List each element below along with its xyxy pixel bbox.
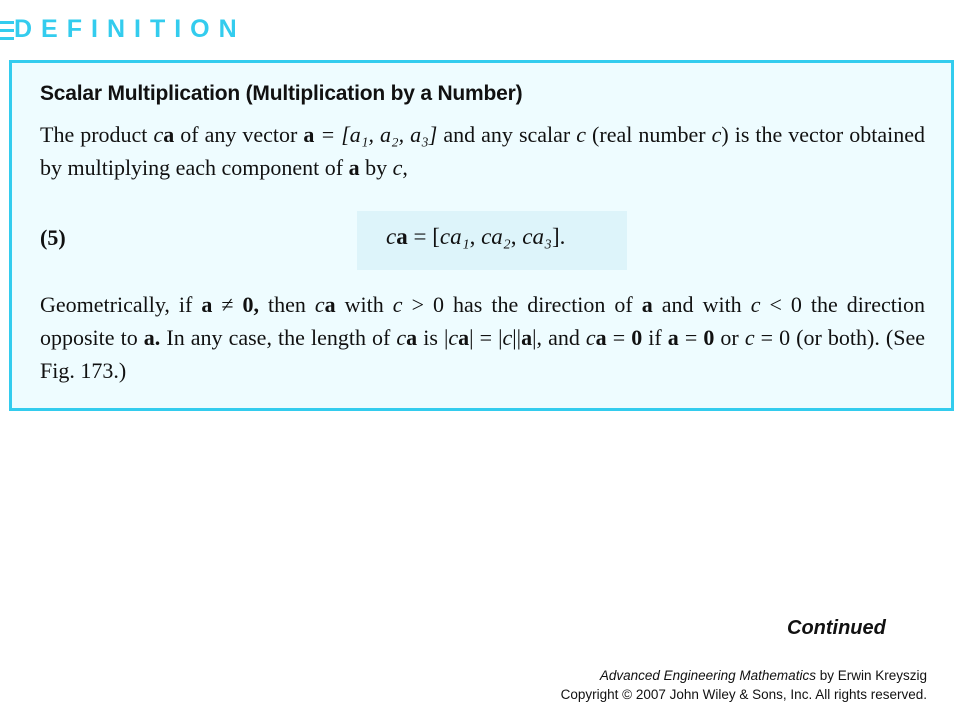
text-run: = xyxy=(606,325,632,350)
text-run: 0 xyxy=(631,325,643,350)
text-run: a xyxy=(458,325,470,350)
text-run: , xyxy=(402,155,408,180)
text-run: c xyxy=(502,325,513,350)
text-run: a. xyxy=(143,325,161,350)
text-run: , xyxy=(510,224,523,249)
text-run: a xyxy=(406,325,418,350)
equation-number: (5) xyxy=(40,225,66,250)
book-title: Advanced Engineering Mathematics xyxy=(599,668,816,683)
text-run: ca₁ xyxy=(439,224,470,249)
footer-citation xyxy=(561,666,927,704)
author-line: by Erwin Kreyszig xyxy=(815,668,927,683)
text-run: The product xyxy=(40,122,154,147)
text-run: a xyxy=(396,224,408,249)
text-run: a xyxy=(201,292,213,317)
text-run: ]. xyxy=(552,224,566,249)
text-run: > 0 has the direction of xyxy=(402,292,642,317)
geometry-paragraph xyxy=(40,288,925,387)
text-run: ca₂ xyxy=(481,224,511,249)
text-run: || xyxy=(512,325,522,350)
text-run: c xyxy=(386,224,397,249)
text-run: with xyxy=(335,292,393,317)
text-run: 0, xyxy=(242,292,259,317)
text-run: | = | xyxy=(469,325,503,350)
text-run: c xyxy=(448,325,459,350)
text-run: = 0 (or both). (See Fig. 173.) xyxy=(40,325,925,383)
equation xyxy=(386,224,565,250)
text-run: c xyxy=(750,292,761,317)
text-run: by xyxy=(359,155,393,180)
definition-label: DEFINITION xyxy=(14,14,252,44)
text-run: (real number xyxy=(586,122,712,147)
text-run: a xyxy=(667,325,679,350)
text-run: c xyxy=(396,325,407,350)
text-run: c xyxy=(153,122,164,147)
text-run: and any scalar xyxy=(437,122,577,147)
text-run: = [ xyxy=(407,224,440,249)
text-run: or xyxy=(714,325,745,350)
text-run: c xyxy=(314,292,325,317)
text-run: |, and xyxy=(532,325,586,350)
text-run: , xyxy=(469,224,482,249)
text-run: if xyxy=(642,325,668,350)
text-run: < 0 the direction opposite to xyxy=(40,292,925,350)
intro-paragraph xyxy=(40,118,925,184)
continued-label: Continued xyxy=(787,617,886,639)
text-run: = [a₁, a₂, a₃] xyxy=(314,122,438,147)
text-run: a xyxy=(324,292,336,317)
text-run: a xyxy=(303,122,315,147)
text-run: a xyxy=(641,292,653,317)
text-run: a xyxy=(595,325,607,350)
text-run: of any vector xyxy=(174,122,304,147)
text-run: Geometrically, if xyxy=(40,292,202,317)
text-run: c xyxy=(392,155,403,180)
text-run: ca₃ xyxy=(522,224,553,249)
text-run: c xyxy=(711,122,722,147)
text-run: c xyxy=(392,292,403,317)
text-run: a xyxy=(163,122,175,147)
text-run: and with xyxy=(652,292,751,317)
text-run: = xyxy=(678,325,704,350)
copyright-line: Copyright © 2007 John Wiley & Sons, Inc. All rights reserved. xyxy=(560,687,927,702)
text-run: then xyxy=(258,292,315,317)
text-run: In any case, the length of xyxy=(160,325,397,350)
text-run: ) is the vector obtained by multiplying each component of xyxy=(40,122,926,180)
text-run: a xyxy=(521,325,533,350)
text-run: 0 xyxy=(703,325,715,350)
text-run: is | xyxy=(417,325,449,350)
definition-heading: Scalar Multiplication (Multiplication by a Number) xyxy=(40,82,523,105)
text-run: ≠ xyxy=(212,292,243,317)
text-run: c xyxy=(576,122,587,147)
text-run: c xyxy=(744,325,755,350)
text-run: a xyxy=(348,155,360,180)
text-run: c xyxy=(585,325,596,350)
